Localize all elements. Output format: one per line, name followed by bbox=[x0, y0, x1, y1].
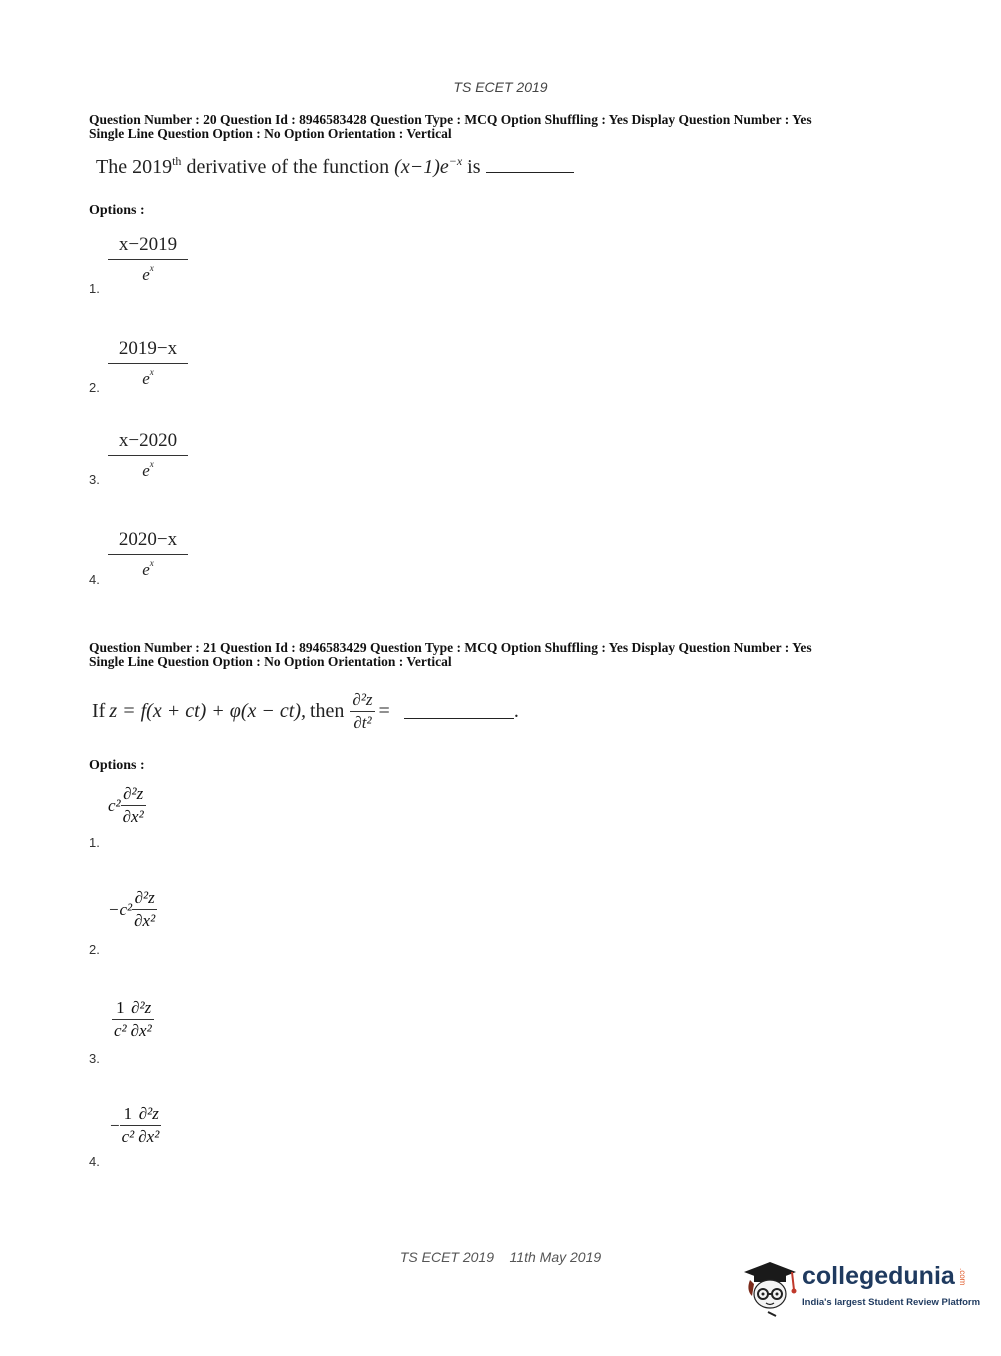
question-text-suffix: is bbox=[467, 156, 481, 178]
question-meta-line2: Single Line Question Option : No Option Orientation : Vertical bbox=[89, 654, 452, 669]
fraction-denominator: ∂x² bbox=[130, 1021, 152, 1040]
option-1-number: 1. bbox=[89, 281, 100, 296]
option-denominator-sup: x bbox=[149, 459, 154, 470]
option-denominator-sup: x bbox=[149, 558, 154, 569]
fraction-numerator: 1 bbox=[123, 1104, 133, 1123]
option-denominator-sup: x bbox=[149, 367, 154, 378]
question-text-prefix: The 2019 bbox=[96, 156, 173, 178]
question-meta-line1: Question Number : 20 Question Id : 8946583428 Question Type : MCQ Option Shuffling : Yes Display Question Number : Yes bbox=[89, 112, 812, 127]
options-label: Options : bbox=[89, 203, 145, 218]
answer-blank bbox=[486, 158, 574, 173]
page-footer: TS ECET 2019 11th May 2019 bbox=[399, 1249, 602, 1265]
question-21-meta bbox=[89, 641, 909, 669]
fraction-numerator: 1 bbox=[116, 998, 125, 1017]
fraction-denominator: c² bbox=[121, 1127, 135, 1146]
option-coefficient: −c² bbox=[108, 899, 133, 919]
question-text-mid: derivative of the function bbox=[181, 156, 395, 178]
fraction-denominator: ∂x² bbox=[122, 807, 144, 826]
question-text-prefix: If bbox=[92, 700, 106, 722]
fraction-numerator: ∂²z bbox=[138, 1104, 159, 1123]
option-1-formula[interactable] bbox=[108, 784, 146, 827]
logo-domain: .com bbox=[958, 1268, 967, 1286]
question-equals: = bbox=[378, 700, 390, 722]
answer-blank bbox=[404, 704, 514, 719]
option-denominator: e bbox=[142, 461, 150, 480]
option-1-formula[interactable] bbox=[108, 234, 188, 286]
option-denominator-sup: x bbox=[149, 263, 154, 274]
options-label: Options : bbox=[89, 758, 145, 773]
mascot-icon bbox=[740, 1250, 802, 1320]
fraction-denominator: ∂x² bbox=[138, 1127, 160, 1146]
question-derivative-fraction bbox=[350, 690, 374, 733]
option-numerator: x−2020 bbox=[118, 430, 178, 451]
question-expression: (x−1)e bbox=[394, 156, 449, 178]
option-denominator: e bbox=[142, 560, 150, 579]
option-derivative-fraction bbox=[121, 784, 146, 827]
option-numerator: x−2019 bbox=[118, 234, 178, 255]
page-header: TS ECET 2019 bbox=[453, 79, 548, 95]
option-derivative-fraction bbox=[132, 888, 157, 931]
fraction-numerator: ∂²z bbox=[123, 784, 144, 803]
option-4-formula[interactable] bbox=[108, 529, 188, 581]
question-expression-sup: −x bbox=[448, 154, 463, 168]
option-3-formula[interactable] bbox=[112, 998, 154, 1041]
option-3-formula[interactable] bbox=[108, 430, 188, 482]
option-4-formula[interactable] bbox=[110, 1104, 161, 1147]
fraction-denominator: ∂t² bbox=[350, 711, 374, 733]
option-2-formula[interactable] bbox=[108, 888, 157, 931]
question-expression: z = f(x + ct) + φ(x − ct), bbox=[109, 700, 306, 722]
fraction-denominator: ∂x² bbox=[134, 911, 156, 930]
option-2-number: 2. bbox=[89, 942, 100, 957]
fraction-numerator: ∂²z bbox=[352, 690, 373, 709]
question-20-meta bbox=[89, 113, 909, 141]
option-2-number: 2. bbox=[89, 380, 100, 395]
collegedunia-logo[interactable] bbox=[740, 1250, 981, 1320]
question-end: . bbox=[513, 700, 519, 722]
option-numerator: 2019−x bbox=[118, 338, 178, 359]
option-sign: − bbox=[110, 1115, 120, 1135]
question-20-text bbox=[96, 156, 574, 179]
logo-wordmark: collegedunia bbox=[802, 1262, 955, 1290]
question-21-text bbox=[92, 690, 519, 733]
question-meta-line1: Question Number : 21 Question Id : 8946583429 Question Type : MCQ Option Shuffling : Yes Display Question Number : Yes bbox=[89, 640, 812, 655]
option-derivative-fraction bbox=[136, 1104, 161, 1147]
option-coefficient-fraction bbox=[120, 1104, 137, 1147]
option-4-number: 4. bbox=[89, 1154, 100, 1169]
option-1-number: 1. bbox=[89, 835, 100, 850]
option-2-formula[interactable] bbox=[108, 338, 188, 390]
fraction-numerator: ∂²z bbox=[134, 888, 155, 907]
option-coefficient: c² bbox=[108, 795, 121, 815]
option-4-number: 4. bbox=[89, 572, 100, 587]
option-3-number: 3. bbox=[89, 472, 100, 487]
option-derivative-fraction bbox=[129, 998, 154, 1041]
question-text-sup: th bbox=[172, 154, 182, 168]
fraction-numerator: ∂²z bbox=[131, 998, 152, 1017]
question-meta-line2: Single Line Question Option : No Option Orientation : Vertical bbox=[89, 126, 452, 141]
option-coefficient-fraction bbox=[112, 998, 129, 1041]
logo-tagline: India's largest Student Review Platform bbox=[802, 1297, 981, 1308]
option-denominator: e bbox=[142, 265, 150, 284]
option-3-number: 3. bbox=[89, 1051, 100, 1066]
option-denominator: e bbox=[142, 369, 150, 388]
fraction-denominator: c² bbox=[114, 1021, 127, 1040]
question-text-then: then bbox=[309, 700, 345, 722]
option-numerator: 2020−x bbox=[118, 529, 178, 550]
